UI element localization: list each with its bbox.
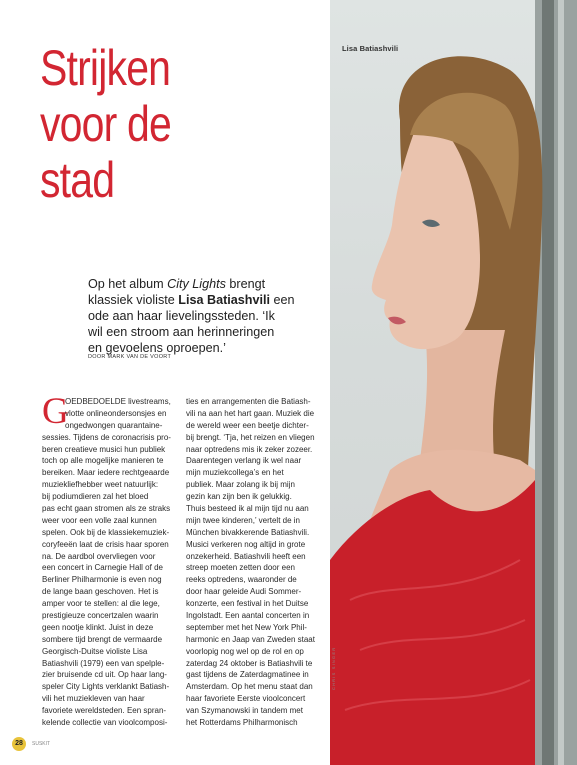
body-text-line: beren creatieve musici hun publiek — [42, 444, 166, 454]
body-text-line: vili na aan het hart gaan. Muziek die — [186, 408, 315, 418]
body-text-line: bij podiumdieren zal het bloed — [42, 492, 149, 502]
body-text-line: Ingolstadt. Een aantal concerten in — [186, 611, 310, 621]
body-text-line: sessies. Tijdens de coronacrisis pro- — [42, 432, 171, 442]
body-text-line: voorlopig nog wel op de rol en op — [186, 646, 304, 656]
body-text-line: ties en arrangementen die Batiash- — [186, 397, 311, 406]
body-text-line: vili het muziekleven van haar — [42, 694, 145, 704]
body-text-line: streep moeten zetten door een — [186, 563, 295, 573]
photo-credit: CHRIS SINGER — [331, 646, 336, 690]
body-text-line: amper voor te stellen: al die lege, — [42, 599, 160, 609]
body-text-line: zier bruisende cd uit. Op haar lang- — [42, 670, 167, 680]
body-text-line: mijn muziekcollega’s en het — [186, 468, 284, 478]
body-text-line: vlotte onlineondersonsjes en — [65, 408, 167, 418]
body-text-line: toch op alle mogelijke manieren te — [42, 456, 164, 466]
portrait-illustration — [330, 0, 577, 765]
body-text-line: sombere tijd brengt de vermaarde — [42, 634, 163, 644]
body-text-line: na. De aardbol overvliegen voor — [42, 551, 156, 561]
headline-line-1: Strijken — [40, 40, 171, 96]
photo-caption: Lisa Batiashvili — [342, 44, 399, 53]
body-text-line: coryfeeën laat de crisis haar sporen — [42, 539, 169, 549]
body-text-line: prestigieuze concertzalen waarin — [42, 611, 159, 621]
body-text-line: Georgisch-Duitse violiste Lisa — [42, 646, 148, 656]
body-text-line: pas echt gaan stromen als ze straks — [42, 504, 171, 514]
body-text-line: favoriete wereldsteden. Een spran- — [42, 706, 167, 716]
body-text-line: september met het New York Phil- — [186, 622, 307, 632]
body-text-line: bij brengt. ‘Tja, het reizen en vliegen — [186, 432, 315, 442]
body-text-line: haar favoriete Eerste vioolconcert — [186, 694, 306, 704]
headline — [40, 40, 278, 208]
intro-line: klassiek violiste Lisa Batiashvili een — [88, 293, 295, 307]
byline: DOOR MARK VAN DE VOORT — [88, 354, 172, 360]
body-text-line: speler City Lights verklankt Batiash- — [42, 682, 170, 692]
portrait-photo — [330, 0, 577, 765]
body-text-line: München bivakkerende Batiashvili. — [186, 527, 310, 537]
intro-line: ode aan haar lievelingssteden. ‘Ik — [88, 309, 275, 323]
body-text-line: gast tijdens de Zaterdagmatinee in — [186, 670, 309, 680]
body-text-line: Daarentegen verlang ik wel naar — [186, 456, 302, 466]
page-number: 28 — [12, 737, 26, 751]
body-text-line: het Rotterdams Philharmonisch — [186, 718, 298, 728]
body-text-line: Amsterdam. Op het menu staat dan — [186, 682, 313, 692]
body-text-line: geen nootje klinkt. Juist in deze — [42, 622, 154, 632]
body-text-line: spelen. Ook bij de klassiekemuziek- — [42, 527, 170, 537]
body-text-line: Batiashvili (1979) een van spelple- — [42, 658, 165, 668]
body-text-line: mijn twee kinderen,’ vertelt de in — [186, 515, 300, 525]
headline-line-3: stad — [40, 152, 115, 208]
headline-line-2: voor de — [40, 96, 172, 152]
body-text-line: van Szymanowski in tandem met — [186, 706, 303, 716]
intro-line: en gevoelens oproepen.’ — [88, 341, 226, 355]
body-text-line: onzekerheid. Batiashvili heeft een — [186, 551, 306, 561]
intro-line: wil een stroom aan herinneringen — [88, 325, 275, 339]
footer-source: SUSKIT — [32, 741, 51, 747]
body-text-line: naar optredens mis ik zeker zozeer. — [186, 444, 313, 454]
body-text-line: ongedwongen quarantaine- — [65, 420, 163, 430]
body-text-line: kelende collectie van vioolcomposi- — [42, 718, 168, 728]
body-text-line: Thuis besteed ik al mijn tijd nu aan — [186, 504, 309, 514]
body-text-line: zaterdag 24 oktober is Batiashvili te — [186, 658, 313, 668]
body-text-line: weer voor een volle zaal kunnen — [42, 515, 157, 525]
body-text-line: OEDBEDOELDE livestreams, — [65, 397, 171, 406]
body-text-line: harmonic en Jaap van Zweden staat — [186, 634, 315, 644]
body-column-2 — [186, 396, 324, 729]
body-text-line: Musici verkeren nog altijd in grote — [186, 539, 306, 549]
body-text-line: de wereld weer een beetje dichter- — [186, 420, 309, 430]
drop-cap: G — [42, 391, 69, 432]
body-column-1 — [42, 391, 178, 729]
body-text-line: de lange baan geschoven. Het is — [42, 587, 159, 597]
body-text-line: gezin kan zijn ben ik gelukkig. — [186, 492, 292, 502]
body-text-line: muziekliefhebber weet natuurlijk: — [42, 480, 159, 490]
body-text-line: Berliner Philharmonie is even nog — [42, 575, 162, 585]
intro-lead — [88, 276, 328, 356]
body-text-line: publiek. Maar zolang ik bij mijn — [186, 480, 295, 490]
body-text-line: bereiken. Maar iedere rechtgeaarde — [42, 468, 170, 478]
body-text-line: reeks optredens, waaronder de — [186, 575, 297, 585]
body-text-line: een concert in Carnegie Hall of de — [42, 563, 163, 573]
body-text-line: door haar geleide Audi Sommer- — [186, 587, 302, 597]
intro-line: Op het album City Lights brengt — [88, 277, 266, 291]
body-text-line: konzerte, een festival in het Duitse — [186, 599, 309, 609]
